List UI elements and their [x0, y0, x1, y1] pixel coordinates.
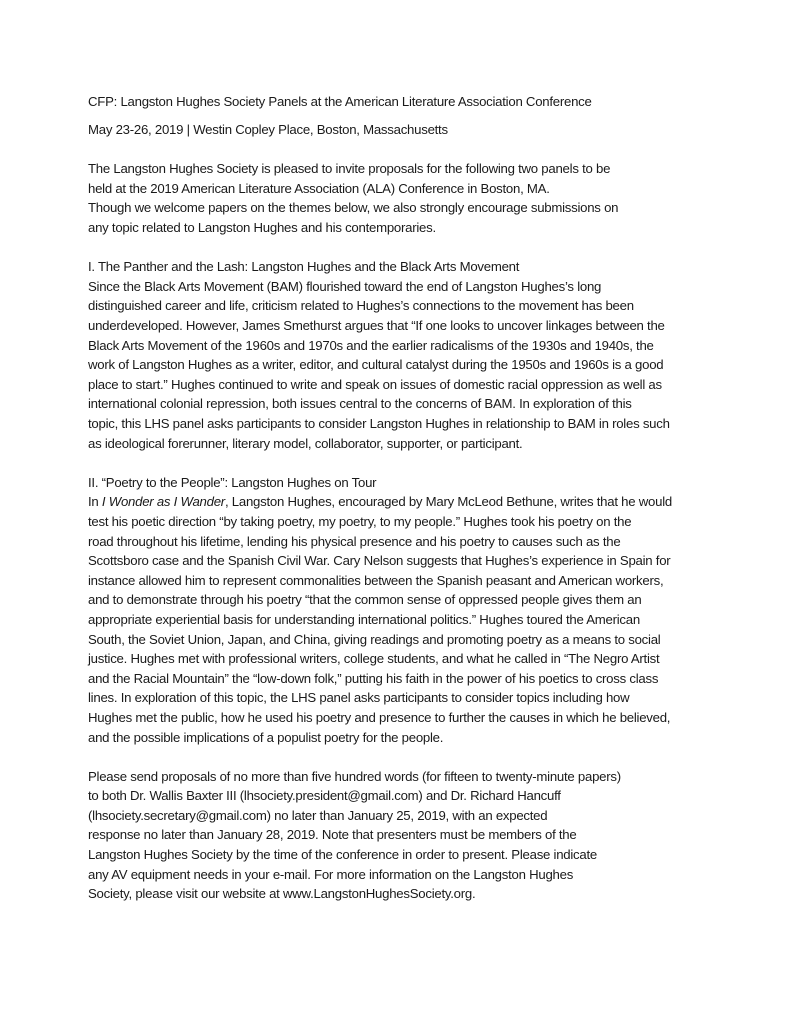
- text: In: [88, 494, 102, 510]
- panel-2-line: South, the Soviet Union, Japan, and China, giving readings and promoting poetry as a means to social: [88, 631, 661, 647]
- panel-2-line: instance allowed him to represent commonalities between the Spanish peasant and American workers,: [88, 572, 664, 588]
- intro-line: The Langston Hughes Society is pleased to invite proposals for the following two panels to be: [88, 161, 611, 177]
- panel-1-line: international colonial repression, both issues central to the concerns of BAM. In exploration of this: [88, 396, 632, 412]
- text: , Langston Hughes, encouraged by Mary McLeod Bethune, writes that he would: [224, 494, 672, 510]
- panel-1-line: topic, this LHS panel asks participants to consider Langston Hughes in relationship to BAM in roles such: [88, 416, 670, 431]
- panel-2-line: Hughes met the public, how he used his poetry and presence to further the causes in which he believed,: [88, 709, 671, 725]
- submission-line: Langston Hughes Society by the time of the conference in order to present. Please indicate: [88, 847, 597, 863]
- panel-2-line: appropriate experiential basis for understanding international politics.” Hughes toured the American: [88, 611, 640, 627]
- submission-line: to both Dr. Wallis Baxter III (lhsociety.president@gmail.com) and Dr. Richard Hancuff: [88, 788, 561, 804]
- panel-2-heading: II. “Poetry to the People”: Langston Hughes on Tour: [88, 474, 377, 490]
- submission-section: [88, 767, 728, 904]
- intro-line: Though we welcome papers on the themes below, we also strongly encourage submissions on: [88, 200, 619, 216]
- submission-line: Society, please visit our website at www.LangstonHughesSociety.org.: [88, 886, 476, 902]
- panel-2-line: justice. Hughes met with professional writers, college students, and what he called in “The Negro Artist: [88, 651, 660, 667]
- book-title: I Wonder as I Wander: [101, 494, 225, 510]
- intro-line: held at the 2019 American Literature Association (ALA) Conference in Boston, MA.: [88, 180, 550, 196]
- panel-2-line: test his poetic direction “by taking poetry, my poetry, to my people.” Hughes took his poetry on the: [88, 513, 632, 529]
- panel-1-line: Since the Black Arts Movement (BAM) flourished toward the end of Langston Hughes’s long: [88, 278, 602, 294]
- panel-1-heading: I. The Panther and the Lash: Langston Hughes and the Black Arts Movement: [88, 259, 520, 275]
- panel-1-line: as ideological forerunner, literary model, collaborator, supporter, or participant.: [88, 435, 523, 451]
- submission-line: (lhsociety.secretary@gmail.com) no later than January 25, 2019, with an expected: [88, 807, 548, 823]
- panel-2-line: and to demonstrate through his poetry “that the common sense of oppressed people gives them an: [88, 592, 642, 608]
- panel-2-line: road throughout his lifetime, lending his physical presence and his poetry to causes such as the: [88, 533, 621, 549]
- intro-paragraph: [88, 159, 728, 237]
- panel-1-line: work of Langston Hughes as a writer, editor, and cultural catalyst during the 1950s and 1960s is a good: [88, 357, 664, 373]
- panel-2-line: and the possible implications of a populist poetry for the people.: [88, 729, 444, 745]
- intro-line: any topic related to Langston Hughes and his contemporaries.: [88, 220, 436, 236]
- dateline: May 23-26, 2019 | Westin Copley Place, Boston, Massachusetts: [88, 122, 448, 138]
- panel-1-line: Black Arts Movement of the 1960s and 1970s and the earlier radicalisms of the 1930s and 1940s, the: [88, 337, 654, 353]
- panel-2-line: lines. In exploration of this topic, the LHS panel asks participants to consider topics including how: [88, 690, 630, 706]
- panel-1-line: distinguished career and life, criticism related to Hughes’s connections to the movement has been: [88, 298, 634, 314]
- panel-1-line: place to start.” Hughes continued to write and speak on issues of domestic racial oppression as well as: [88, 376, 662, 392]
- panel-1-line: underdeveloped. However, James Smethurst argues that “If one looks to uncover linkages between the: [88, 318, 665, 334]
- document-title: CFP: Langston Hughes Society Panels at the American Literature Association Conference: [88, 94, 592, 109]
- panel-2-line: and the Racial Mountain” the “low-down folk,” putting his faith in the power of his poetics to cross class: [88, 670, 659, 686]
- submission-line: any AV equipment needs in your e-mail. For more information on the Langston Hughes: [88, 866, 574, 882]
- document-page: [88, 92, 728, 904]
- submission-line: response no later than January 28, 2019. Note that presenters must be members of the: [88, 827, 577, 843]
- panel-2-line: Scottsboro case and the Spanish Civil War. Cary Nelson suggests that Hughes’s experience in Spain for: [88, 553, 671, 569]
- panel-2-section: [88, 473, 728, 747]
- submission-line: Please send proposals of no more than five hundred words (for fifteen to twenty-minute papers): [88, 768, 621, 784]
- panel-2-first-line: [88, 492, 728, 512]
- panel-1-section: [88, 257, 728, 453]
